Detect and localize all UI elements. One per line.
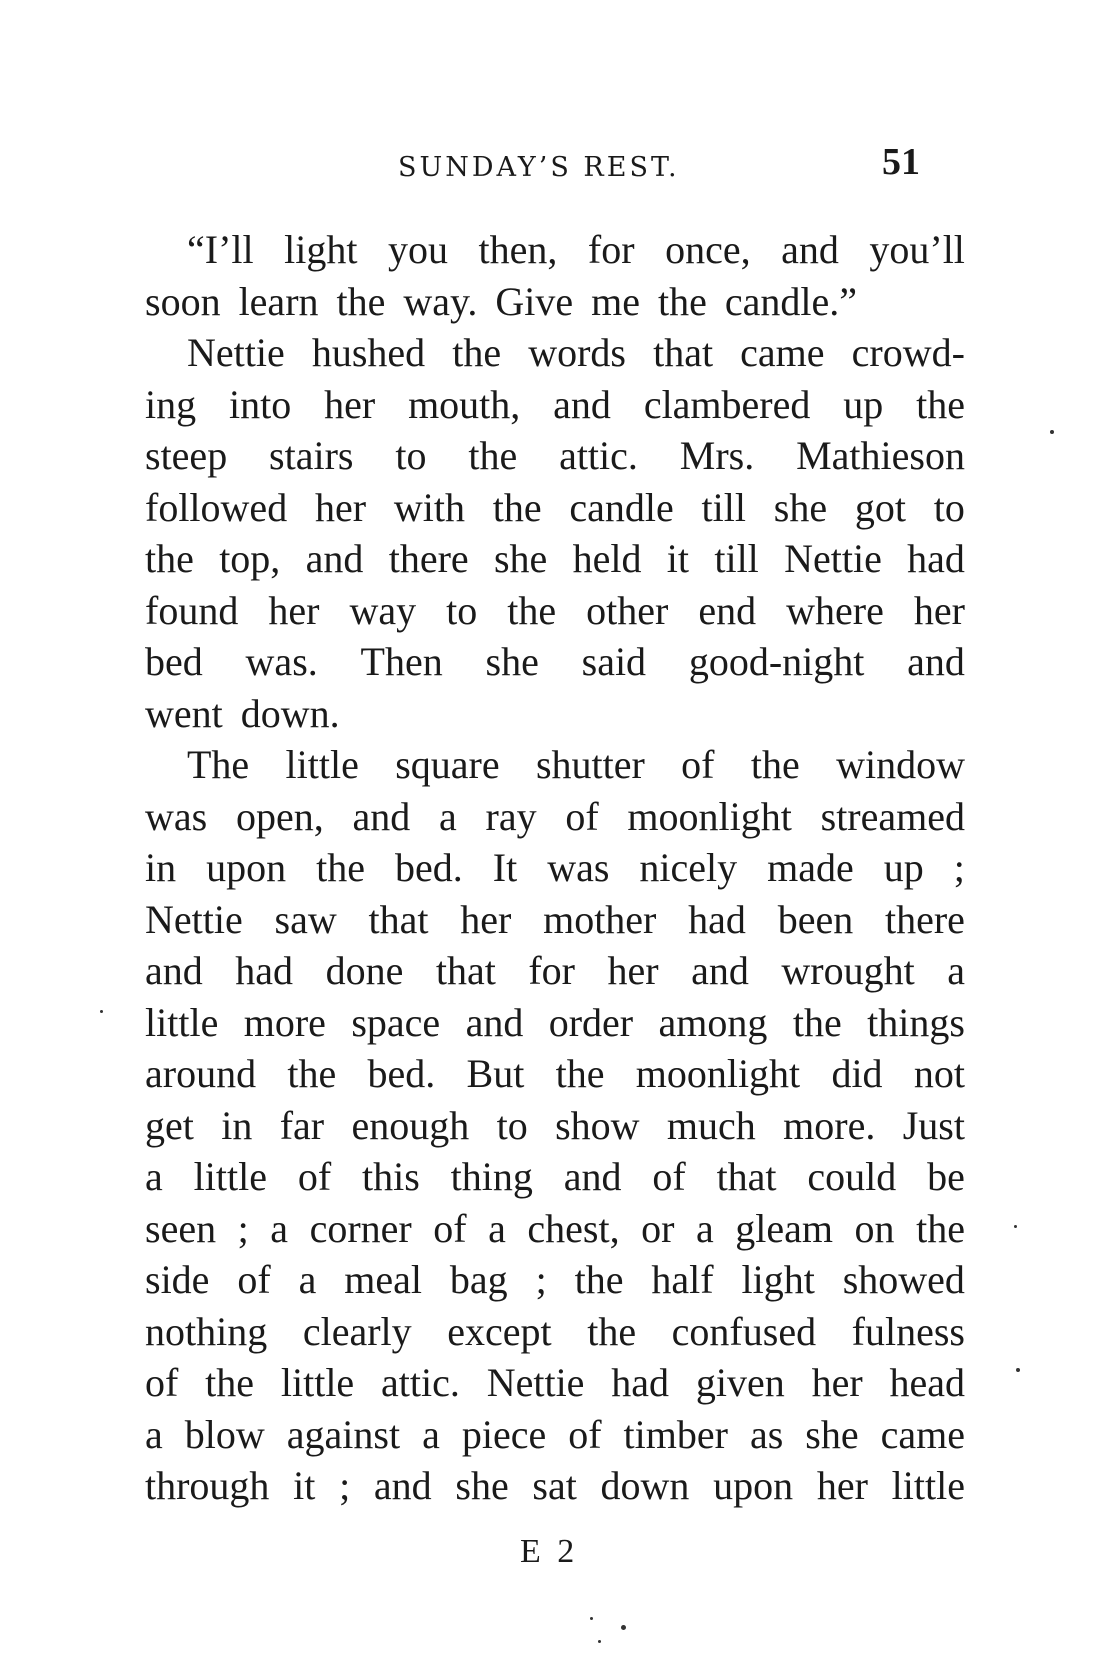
word: head (889, 1360, 965, 1405)
word: seen (145, 1205, 217, 1251)
word: she (485, 639, 539, 684)
word: this (362, 1154, 420, 1199)
text-line (145, 1100, 965, 1152)
scan-speck (1050, 430, 1054, 434)
word: good-night (688, 639, 865, 684)
word: stairs (269, 433, 354, 478)
word: Nettie (187, 330, 285, 375)
word: not (913, 1051, 965, 1096)
word: down (600, 1463, 690, 1508)
word: that (653, 330, 714, 375)
word: there (884, 896, 965, 942)
word: ing (145, 381, 197, 427)
word: more. (783, 1102, 876, 1148)
word: to (496, 1102, 528, 1148)
word: ray (485, 793, 537, 839)
word: through (145, 1463, 270, 1508)
word: followed (145, 484, 288, 530)
word: given (695, 1360, 785, 1405)
word: saw (274, 896, 337, 942)
word: the (492, 484, 542, 530)
word: The (187, 742, 250, 787)
text-line (145, 533, 965, 585)
word: nicely (639, 845, 738, 890)
word: the (916, 1205, 965, 1251)
word: a (270, 1205, 289, 1251)
word: the (507, 587, 557, 633)
signature-mark: E 2 (520, 1533, 579, 1570)
word: it (293, 1463, 316, 1508)
word: clambered (643, 381, 811, 427)
word: her (460, 896, 512, 942)
word: had (611, 1360, 670, 1405)
word: of (568, 1411, 602, 1457)
text-line (145, 739, 965, 791)
word: attic. (559, 433, 638, 478)
word: done (325, 948, 404, 993)
word: in (221, 1102, 253, 1148)
word: as (749, 1411, 784, 1457)
word: space (351, 999, 441, 1045)
word: into (229, 381, 292, 427)
word: confused (671, 1308, 817, 1354)
text-line (145, 636, 965, 688)
word: the (316, 845, 365, 890)
word: order (548, 999, 634, 1045)
word: Just (902, 1102, 965, 1148)
word: nothing (145, 1308, 268, 1354)
scan-speck (1016, 1368, 1020, 1372)
text-line (145, 842, 965, 894)
word: open, (235, 793, 324, 839)
word: thing (450, 1154, 533, 1199)
word: bed (145, 639, 203, 684)
text-line (145, 791, 965, 843)
word: on (854, 1205, 895, 1251)
word: light (284, 227, 358, 272)
page-number: 51 (882, 141, 920, 183)
word: found (145, 587, 239, 633)
word: much (666, 1102, 756, 1148)
word: wrought (781, 948, 915, 993)
word: ; (535, 1257, 547, 1302)
word: window (836, 742, 965, 787)
running-title: SUNDAY’S REST. (398, 152, 680, 183)
word: little (891, 1463, 965, 1508)
word: of (565, 793, 599, 839)
word: of (145, 1360, 179, 1405)
word: did (831, 1051, 883, 1096)
word: her (816, 1463, 868, 1508)
text-line (145, 379, 965, 431)
word: her (314, 484, 367, 530)
word: for (528, 948, 575, 993)
word: could (807, 1154, 897, 1199)
word: a (488, 1205, 506, 1251)
word: the (750, 742, 800, 787)
word: a (947, 948, 965, 993)
word: little (285, 742, 359, 787)
word: till (701, 484, 746, 530)
word: sat (532, 1463, 577, 1508)
word: bag (449, 1257, 508, 1302)
word: her (913, 587, 965, 633)
word: It (492, 845, 518, 890)
word: she (773, 484, 828, 530)
word: a (439, 793, 457, 839)
text-line (145, 430, 965, 482)
word: a (145, 1154, 163, 1199)
word: she (455, 1463, 509, 1508)
word: half (651, 1257, 714, 1302)
word: Mathieson (796, 433, 965, 478)
word: up (883, 845, 924, 890)
word: her (268, 587, 320, 633)
text-line (145, 1048, 965, 1100)
text-line (145, 327, 965, 379)
word: timber (623, 1411, 728, 1457)
word: held (572, 536, 642, 581)
word: for (587, 227, 635, 272)
scan-speck (621, 1625, 626, 1630)
word: she (493, 536, 548, 581)
word: her (324, 381, 376, 427)
word: be (927, 1154, 965, 1199)
word: that (716, 1154, 777, 1199)
word: bed. (395, 845, 463, 890)
word: way (349, 587, 417, 633)
word: hushed (311, 330, 426, 375)
text-line (145, 482, 965, 534)
word: of (297, 1154, 332, 1199)
word: and (373, 1463, 432, 1508)
word: made (767, 845, 854, 890)
word: was (547, 845, 610, 890)
word: then, (478, 227, 558, 272)
word: there (388, 536, 469, 581)
text-line (145, 945, 965, 997)
word: her (607, 948, 659, 993)
word: corner (309, 1205, 412, 1251)
word: moonlight (635, 1051, 801, 1096)
word: square (395, 742, 500, 787)
word: and (553, 381, 611, 427)
word: Nettie (486, 1360, 585, 1405)
word: candle (569, 484, 674, 530)
word: around (145, 1051, 257, 1096)
text-line (145, 1254, 965, 1306)
word: was. (245, 639, 318, 684)
word: shutter (535, 742, 645, 787)
scan-speck (590, 1617, 593, 1620)
word: Mrs. (679, 433, 755, 478)
word: to (933, 484, 965, 530)
word: her (811, 1360, 863, 1405)
word: the (574, 1257, 624, 1302)
word: “I’ll (187, 227, 254, 272)
word: mouth, (408, 381, 521, 427)
word: that (368, 896, 429, 942)
word: among (658, 999, 768, 1045)
word: the (587, 1308, 637, 1354)
word: that (435, 948, 496, 993)
word: clearly (302, 1308, 412, 1354)
scan-speck (100, 1010, 103, 1013)
word: you (388, 227, 448, 272)
text-line (145, 997, 965, 1049)
text-line (145, 1357, 965, 1409)
word: had (907, 536, 965, 581)
word: end (698, 587, 757, 633)
word: a (695, 1205, 714, 1251)
word: upon (713, 1463, 794, 1508)
word: the (205, 1360, 255, 1405)
word: and (145, 948, 203, 993)
word: had (688, 896, 746, 942)
text-line (145, 224, 965, 276)
word: light (741, 1257, 815, 1302)
word: moonlight (627, 793, 792, 839)
word: ; (237, 1205, 249, 1251)
word: enough (351, 1102, 470, 1148)
word: blow (184, 1411, 265, 1457)
word: showed (842, 1257, 965, 1302)
word: ; (953, 845, 965, 890)
word: got (854, 484, 907, 530)
word: came (740, 330, 825, 375)
word: up (843, 381, 884, 427)
text-line (145, 1203, 965, 1255)
word: crowd- (851, 330, 965, 375)
word: streamed (820, 793, 965, 839)
word: the (916, 381, 965, 427)
word: it (666, 536, 690, 581)
word: where (786, 587, 884, 633)
word: things (867, 999, 965, 1045)
word: and (352, 793, 411, 839)
word: you’ll (869, 227, 965, 272)
word: or (641, 1205, 675, 1251)
word: and (305, 536, 364, 581)
word: she (805, 1411, 859, 1457)
word: the (792, 999, 842, 1045)
word: against (286, 1411, 401, 1457)
word: show (555, 1102, 640, 1148)
word: little (145, 999, 219, 1045)
word: bed. (367, 1051, 436, 1096)
word: till (714, 536, 759, 581)
word: to (446, 587, 478, 633)
word: came (880, 1411, 965, 1457)
word: the (468, 433, 518, 478)
scan-speck (1014, 1225, 1017, 1228)
text-line (145, 1409, 965, 1461)
word: Nettie (145, 896, 243, 942)
word: piece (461, 1411, 547, 1457)
word: chest, (527, 1205, 620, 1251)
text-line (145, 894, 965, 946)
word: been (777, 896, 854, 942)
word: steep (145, 433, 228, 478)
word: attic. (381, 1360, 460, 1405)
word: was (145, 793, 208, 839)
text-line (145, 585, 965, 637)
word: Then (360, 639, 443, 684)
word: far (279, 1102, 325, 1148)
word: upon (206, 845, 287, 890)
word: of (681, 742, 715, 787)
word: meal (344, 1257, 422, 1302)
word: with (393, 484, 465, 530)
text-line: soon learn the way. Give me the candle.” (145, 278, 858, 324)
word: more (243, 999, 326, 1045)
word: a (422, 1411, 440, 1457)
word: and (781, 227, 839, 272)
word: and (907, 639, 965, 684)
text-line (145, 1460, 965, 1512)
text-line: went down. (145, 690, 340, 736)
word: Nettie (784, 536, 882, 581)
word: a (298, 1257, 317, 1302)
word: the (452, 330, 502, 375)
word: of (237, 1257, 271, 1302)
word: But (466, 1051, 525, 1096)
word: in (145, 845, 177, 890)
word: ; (339, 1463, 351, 1508)
word: the (145, 536, 194, 581)
word: words (528, 330, 626, 375)
text-line (145, 1151, 965, 1203)
word: other (586, 587, 669, 633)
word: fulness (851, 1308, 965, 1354)
scan-speck (598, 1640, 601, 1643)
word: had (235, 948, 294, 993)
word: said (581, 639, 647, 684)
word: mother (543, 896, 657, 942)
word: gleam (735, 1205, 834, 1251)
word: and (465, 999, 524, 1045)
word: of (652, 1154, 686, 1199)
word: and (691, 948, 749, 993)
word: top, (219, 536, 281, 581)
word: except (447, 1308, 552, 1354)
word: the (287, 1051, 337, 1096)
word: little (193, 1154, 267, 1199)
body-text (145, 224, 965, 1512)
word: a (145, 1411, 163, 1457)
word: side (145, 1257, 210, 1302)
text-line (145, 1306, 965, 1358)
word: of (433, 1205, 467, 1251)
word: once, (665, 227, 751, 272)
word: get (145, 1102, 194, 1148)
word: the (555, 1051, 605, 1096)
word: and (563, 1154, 622, 1199)
word: to (395, 433, 427, 478)
word: little (280, 1360, 355, 1405)
